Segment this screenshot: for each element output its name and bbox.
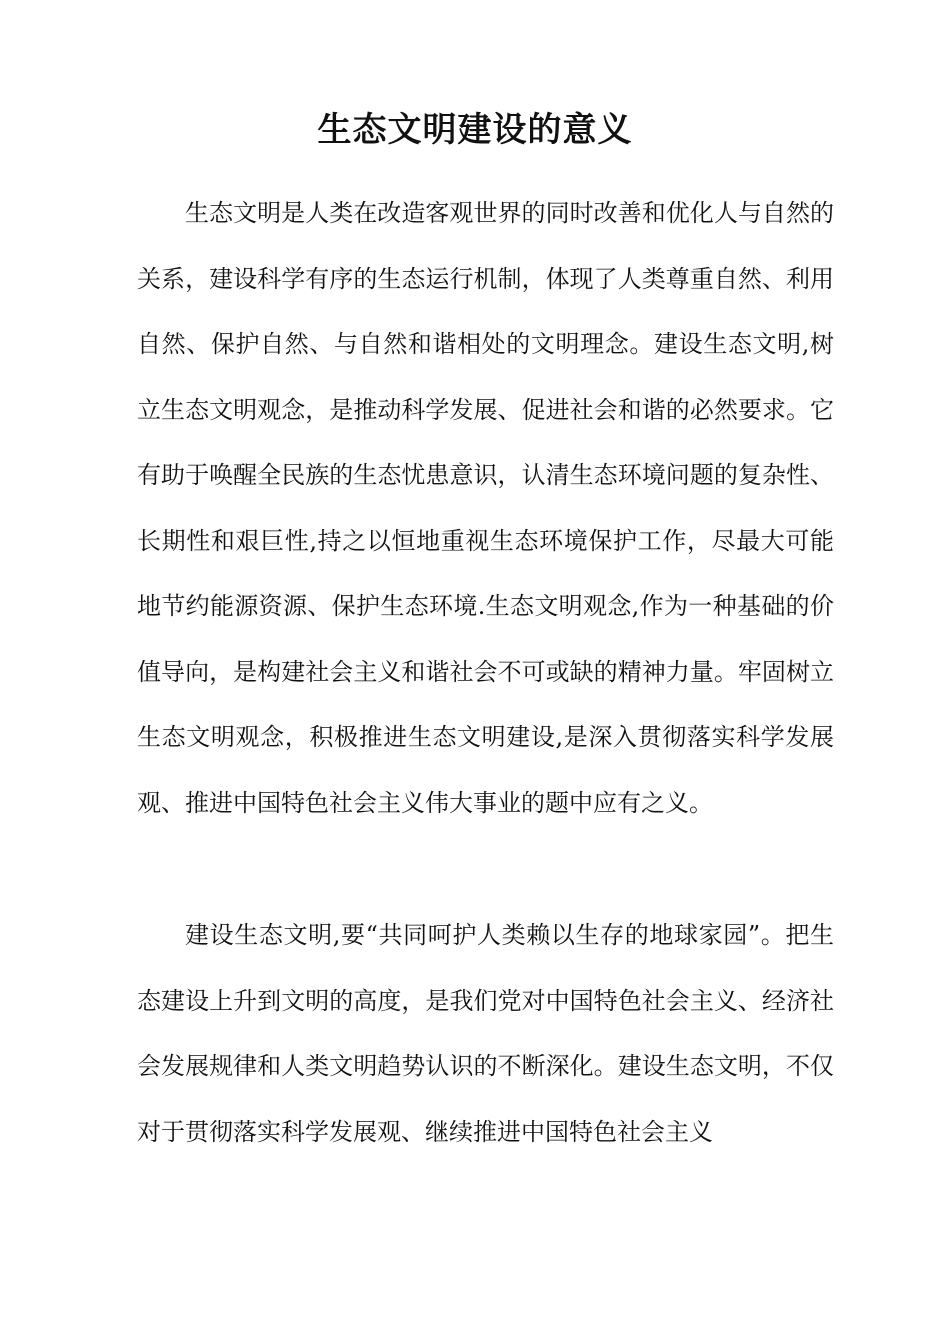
document-title: 生态文明建设的意义 bbox=[317, 110, 633, 150]
paragraph-2: 建设生态文明,要“共同呵护人类赖以生存的地球家园”。把生态建设上升到文明的高度，是我们党对中国特色社会主义、经济社会发展规律和人类文明趋势认识的不断深化。建设生态文明，不仅对于贯彻落实科学发展观、继续推进中国特色社会主义 bbox=[137, 921, 834, 1146]
paragraph-1: 生态文明是人类在改造客观世界的同时改善和优化人与自然的关系，建设科学有序的生态运行机制，体现了人类尊重自然、利用自然、保护自然、与自然和谐相处的文明理念。建设生态文明,树立生态文明观念，是推动科学发展、促进社会和谐的必然要求。它有助于唤醒全民族的生态忧患意识，认清生态环境问题的复杂性、长期性和艰巨性,持之以恒地重视生态环境保护工作，尽最大可能地节约能源资源、保护生态环境.生态文明观念,作为一种基础的价值导向，是构建社会主义和谐社会不可或缺的精神力量。牢固树立生态文明观念，积极推进生态文明建设,是深入贯彻落实科学发展观、推进中国特色社会主义伟大事业的题中应有之义。 bbox=[137, 199, 834, 817]
